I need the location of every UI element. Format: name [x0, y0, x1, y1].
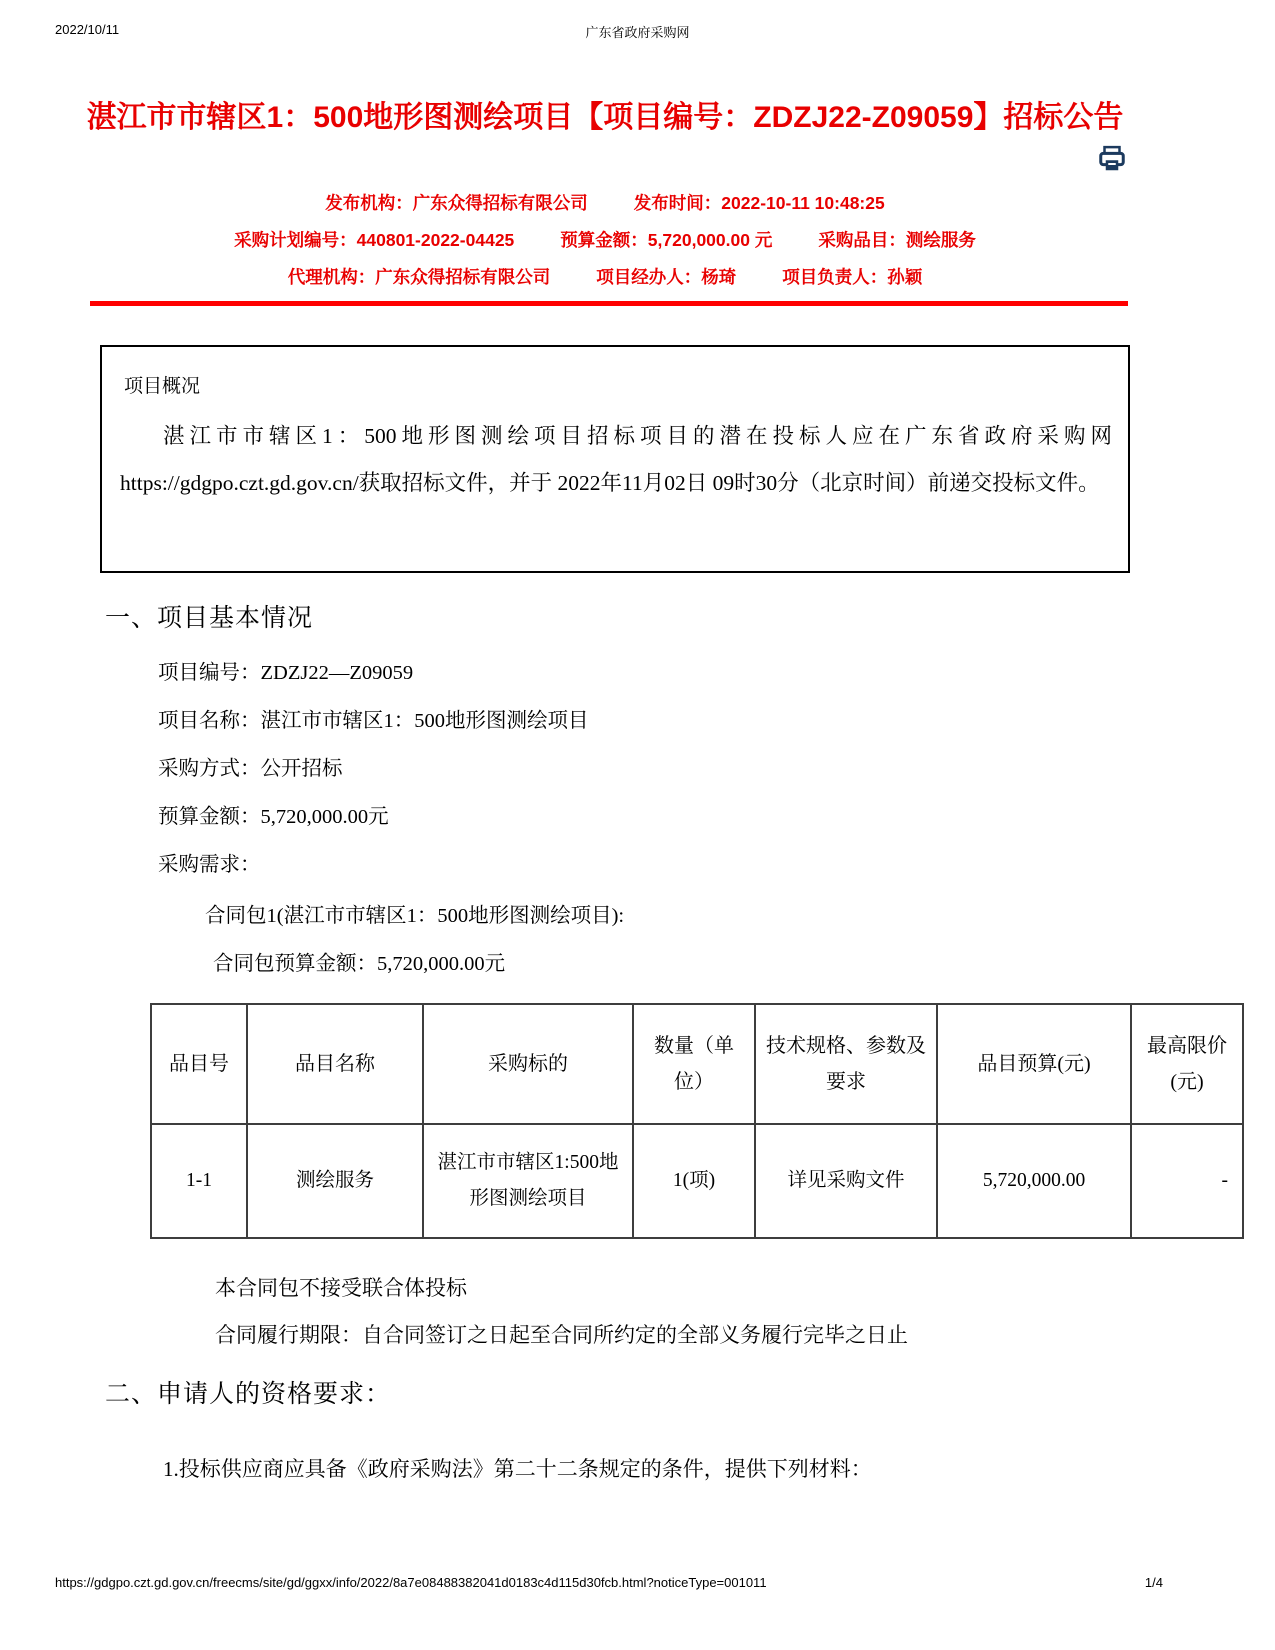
- printer-icon: [1097, 161, 1127, 178]
- contract-package-budget-line: 合同包预算金额：5,720,000.00元: [213, 953, 506, 975]
- header-item-name: 品目名称: [247, 1004, 423, 1124]
- table-header-row: [151, 1004, 1243, 1124]
- no-consortium-note: 本合同包不接受联合体投标: [215, 1276, 467, 1300]
- field-budget-amount: 预算金额：5,720,000.00元: [158, 806, 389, 828]
- header-item-no: 品目号: [151, 1004, 247, 1124]
- publish-time: 发布时间：2022-10-11 10:48:25: [633, 193, 885, 213]
- cell-quantity-unit: 1(项): [633, 1124, 755, 1238]
- contract-period-note: 合同履行期限：自合同签订之日起至合同所约定的全部义务履行完毕之日止: [215, 1323, 908, 1347]
- field-procurement-method: 采购方式：公开招标: [158, 758, 343, 780]
- plan-number: 采购计划编号：440801-2022-04425: [234, 230, 515, 250]
- print-header-site-name: 广东省政府采购网: [585, 25, 690, 40]
- agency-org: 代理机构：广东众得招标有限公司: [287, 267, 551, 287]
- header-procurement-target: 采购标的: [423, 1004, 633, 1124]
- items-table: [150, 1003, 1244, 1239]
- meta-line-2: [35, 227, 1175, 252]
- section2-heading: 二、申请人的资格要求：: [105, 1381, 392, 1408]
- cell-tech-spec: 详见采购文件: [755, 1124, 937, 1238]
- field-project-name: 项目名称：湛江市市辖区1：500地形图测绘项目: [158, 710, 589, 732]
- print-header-date: 2022/10/11: [55, 22, 120, 37]
- print-footer-page-indicator: 1/4: [1144, 1575, 1163, 1590]
- overview-heading: 项目概况: [124, 376, 201, 397]
- red-divider: [90, 301, 1128, 306]
- print-footer-url: https://gdgpo.czt.gd.gov.cn/freecms/site/gd/ggxx/info/2022/8a7e08488382041d0183c4d115d30fcb.html?noticeType=001011: [55, 1575, 767, 1590]
- project-owner: 项目负责人：孙颖: [782, 267, 923, 287]
- overview-paragraph: 湛江市市辖区1：500地形图测绘项目招标项目的潜在投标人应在广东省政府采购网https://gdgpo.czt.gd.gov.cn/获取招标文件，并于 2022年11月02日 09时30分（北京时间）前递交投标文件。: [120, 424, 1112, 495]
- header-tech-spec: 技术规格、参数及要求: [755, 1004, 937, 1124]
- table-row: [151, 1124, 1243, 1238]
- project-overview-box: [100, 345, 1130, 573]
- cell-item-budget: 5,720,000.00: [937, 1124, 1131, 1238]
- budget-amount: 预算金额：5,720,000.00 元: [560, 230, 773, 250]
- header-item-budget: 品目预算(元): [937, 1004, 1131, 1124]
- cell-procurement-target: 湛江市市辖区1:500地形图测绘项目: [423, 1124, 633, 1238]
- header-max-price: 最高限价(元): [1131, 1004, 1243, 1124]
- field-procurement-demand: 采购需求：: [158, 854, 261, 876]
- print-button[interactable]: [1097, 144, 1127, 174]
- header-quantity-unit: 数量（单位）: [633, 1004, 755, 1124]
- section1-fields: [158, 658, 589, 898]
- section2-item-1: 1.投标供应商应具备《政府采购法》第二十二条规定的条件，提供下列材料：: [163, 1457, 872, 1481]
- procurement-category: 采购品目：测绘服务: [818, 230, 976, 250]
- cell-max-price: -: [1131, 1124, 1243, 1238]
- announcement-meta: [35, 190, 1175, 301]
- publish-org: 发布机构：广东众得招标有限公司: [325, 193, 588, 213]
- meta-line-1: [35, 190, 1175, 215]
- field-project-number: 项目编号：ZDZJ22—Z09059: [158, 662, 414, 684]
- contract-package-line: 合同包1(湛江市市辖区1：500地形图测绘项目):: [205, 905, 625, 927]
- section1-heading: 一、项目基本情况: [105, 605, 314, 632]
- cell-item-name: 测绘服务: [247, 1124, 423, 1238]
- cell-item-no: 1-1: [151, 1124, 247, 1238]
- page-title: 湛江市市辖区1：500地形图测绘项目【项目编号：ZDZJ22-Z09059】招标公告: [86, 101, 1124, 134]
- meta-line-3: [35, 264, 1175, 289]
- project-handler: 项目经办人：杨琦: [596, 267, 737, 287]
